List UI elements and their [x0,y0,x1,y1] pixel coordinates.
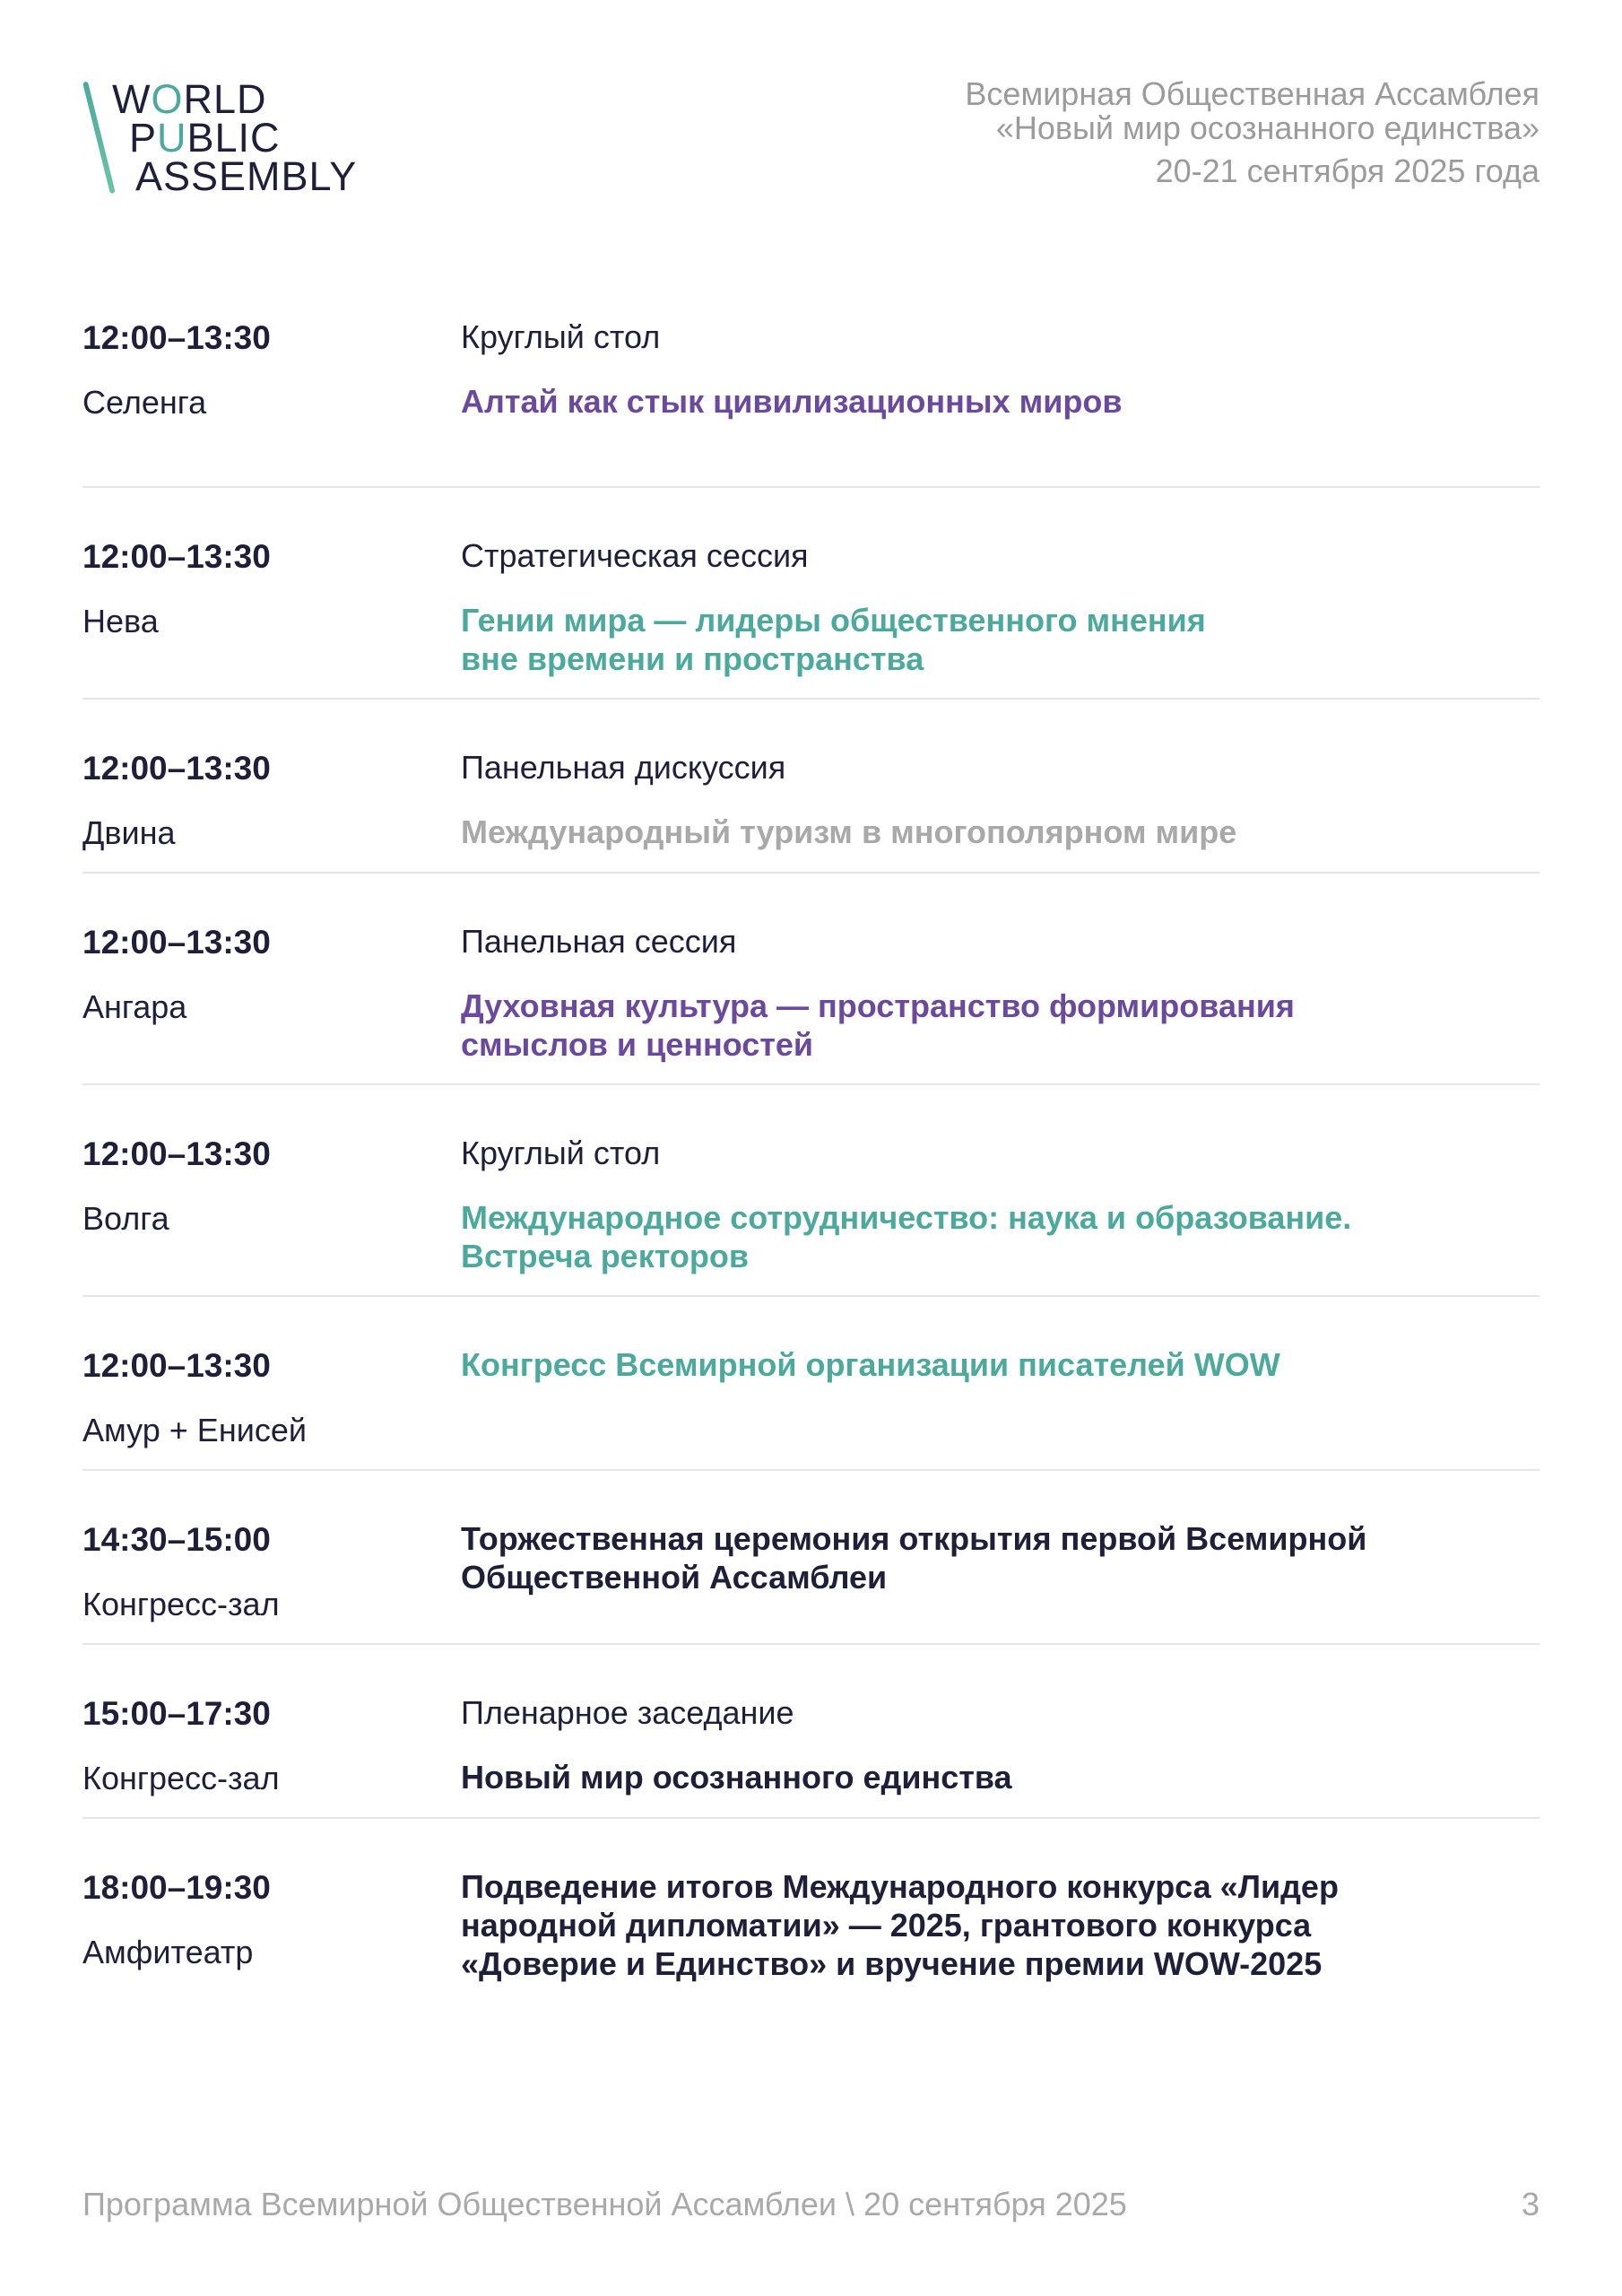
session-type: Стратегическая сессия [461,537,809,574]
schedule-row [82,1297,1540,1471]
session-type: Панельная дискуссия [461,749,786,786]
session-info [461,749,1540,851]
session-info [461,1137,1540,1275]
session-time: 12:00–13:30 [82,319,271,356]
session-room: Селенга [82,384,207,421]
session-time: 14:30–15:00 [82,1521,271,1558]
session-title: Подведение итогов Международного конкурса «Лидер народной дипломатии» — 2025, грантового конкурса «Доверие и Единство» и вручение премии WOW-2025 [461,1868,1339,1982]
session-info [461,1694,1540,1796]
session-type: Пленарное заседание [461,1694,794,1731]
session-time: 12:00–13:30 [82,1347,271,1384]
session-room: Амфитеатр [82,1934,254,1970]
session-info [461,1346,1540,1384]
logo-line-public: PUBLIC [129,115,281,161]
session-room: Волга [82,1200,169,1237]
session-time: 12:00–13:30 [82,750,271,787]
session-room: Амур + Енисей [82,1412,307,1448]
schedule-row [82,874,1540,1085]
schedule-row [82,1471,1540,1645]
document-header [965,77,1540,188]
session-info [461,1520,1540,1596]
session-time: 18:00–19:30 [82,1869,271,1906]
session-title: Гении мира — лидеры общественного мнения вне времени и пространства [461,602,1206,677]
page-footer [82,2186,1540,2223]
session-info [461,537,1540,678]
session-time: 12:00–13:30 [82,1135,271,1172]
schedule-row [82,488,1540,700]
header-line-2: «Новый мир осознанного единства» [995,109,1540,146]
session-type: Круглый стол [461,1135,661,1171]
session-type: Панельная сессия [461,923,737,960]
schedule-list [82,314,1540,2016]
header-line-1: Всемирная Общественная Ассамблея [965,75,1540,112]
session-room: Конгресс-зал [82,1760,280,1796]
session-room: Двина [82,814,176,851]
session-info [461,1868,1540,1983]
header-date: 20-21 сентября 2025 года [1155,152,1540,189]
schedule-row [82,314,1540,488]
session-title: Новый мир осознанного единства [461,1759,1012,1796]
session-time: 15:00–17:30 [82,1695,271,1732]
session-title: Международный туризм в многополярном мире [461,813,1237,850]
schedule-row [82,1819,1540,2016]
session-title: Торжественная церемония открытия первой Всемирной Общественной Ассамблеи [461,1520,1367,1596]
session-room: Конгресс-зал [82,1586,280,1622]
session-time: 12:00–13:30 [82,538,271,575]
session-title: Духовная культура — пространство формирования смыслов и ценностей [461,987,1295,1063]
page-number: 3 [1521,2186,1540,2222]
footer-text: Программа Всемирной Общественной Ассамблеи \ 20 сентября 2025 [82,2186,1127,2222]
schedule-row [82,1645,1540,1819]
logo [82,76,369,199]
logo-accent-bar [82,82,116,195]
session-room: Ангара [82,988,187,1025]
session-info [461,318,1540,421]
logo-line-assembly: ASSEMBLY [135,153,358,199]
session-info [461,923,1540,1064]
schedule-row [82,700,1540,874]
logo-line-world: WORLD [112,76,267,122]
session-title: Международное сотрудничество: наука и образование. Встреча ректоров [461,1199,1352,1274]
session-title: Алтай как стык цивилизационных миров [461,383,1123,420]
session-room: Нева [82,603,159,639]
session-title: Конгресс Всемирной организации писателей WOW [461,1346,1280,1383]
session-type: Круглый стол [461,318,661,355]
session-time: 12:00–13:30 [82,924,271,961]
schedule-row [82,1085,1540,1297]
